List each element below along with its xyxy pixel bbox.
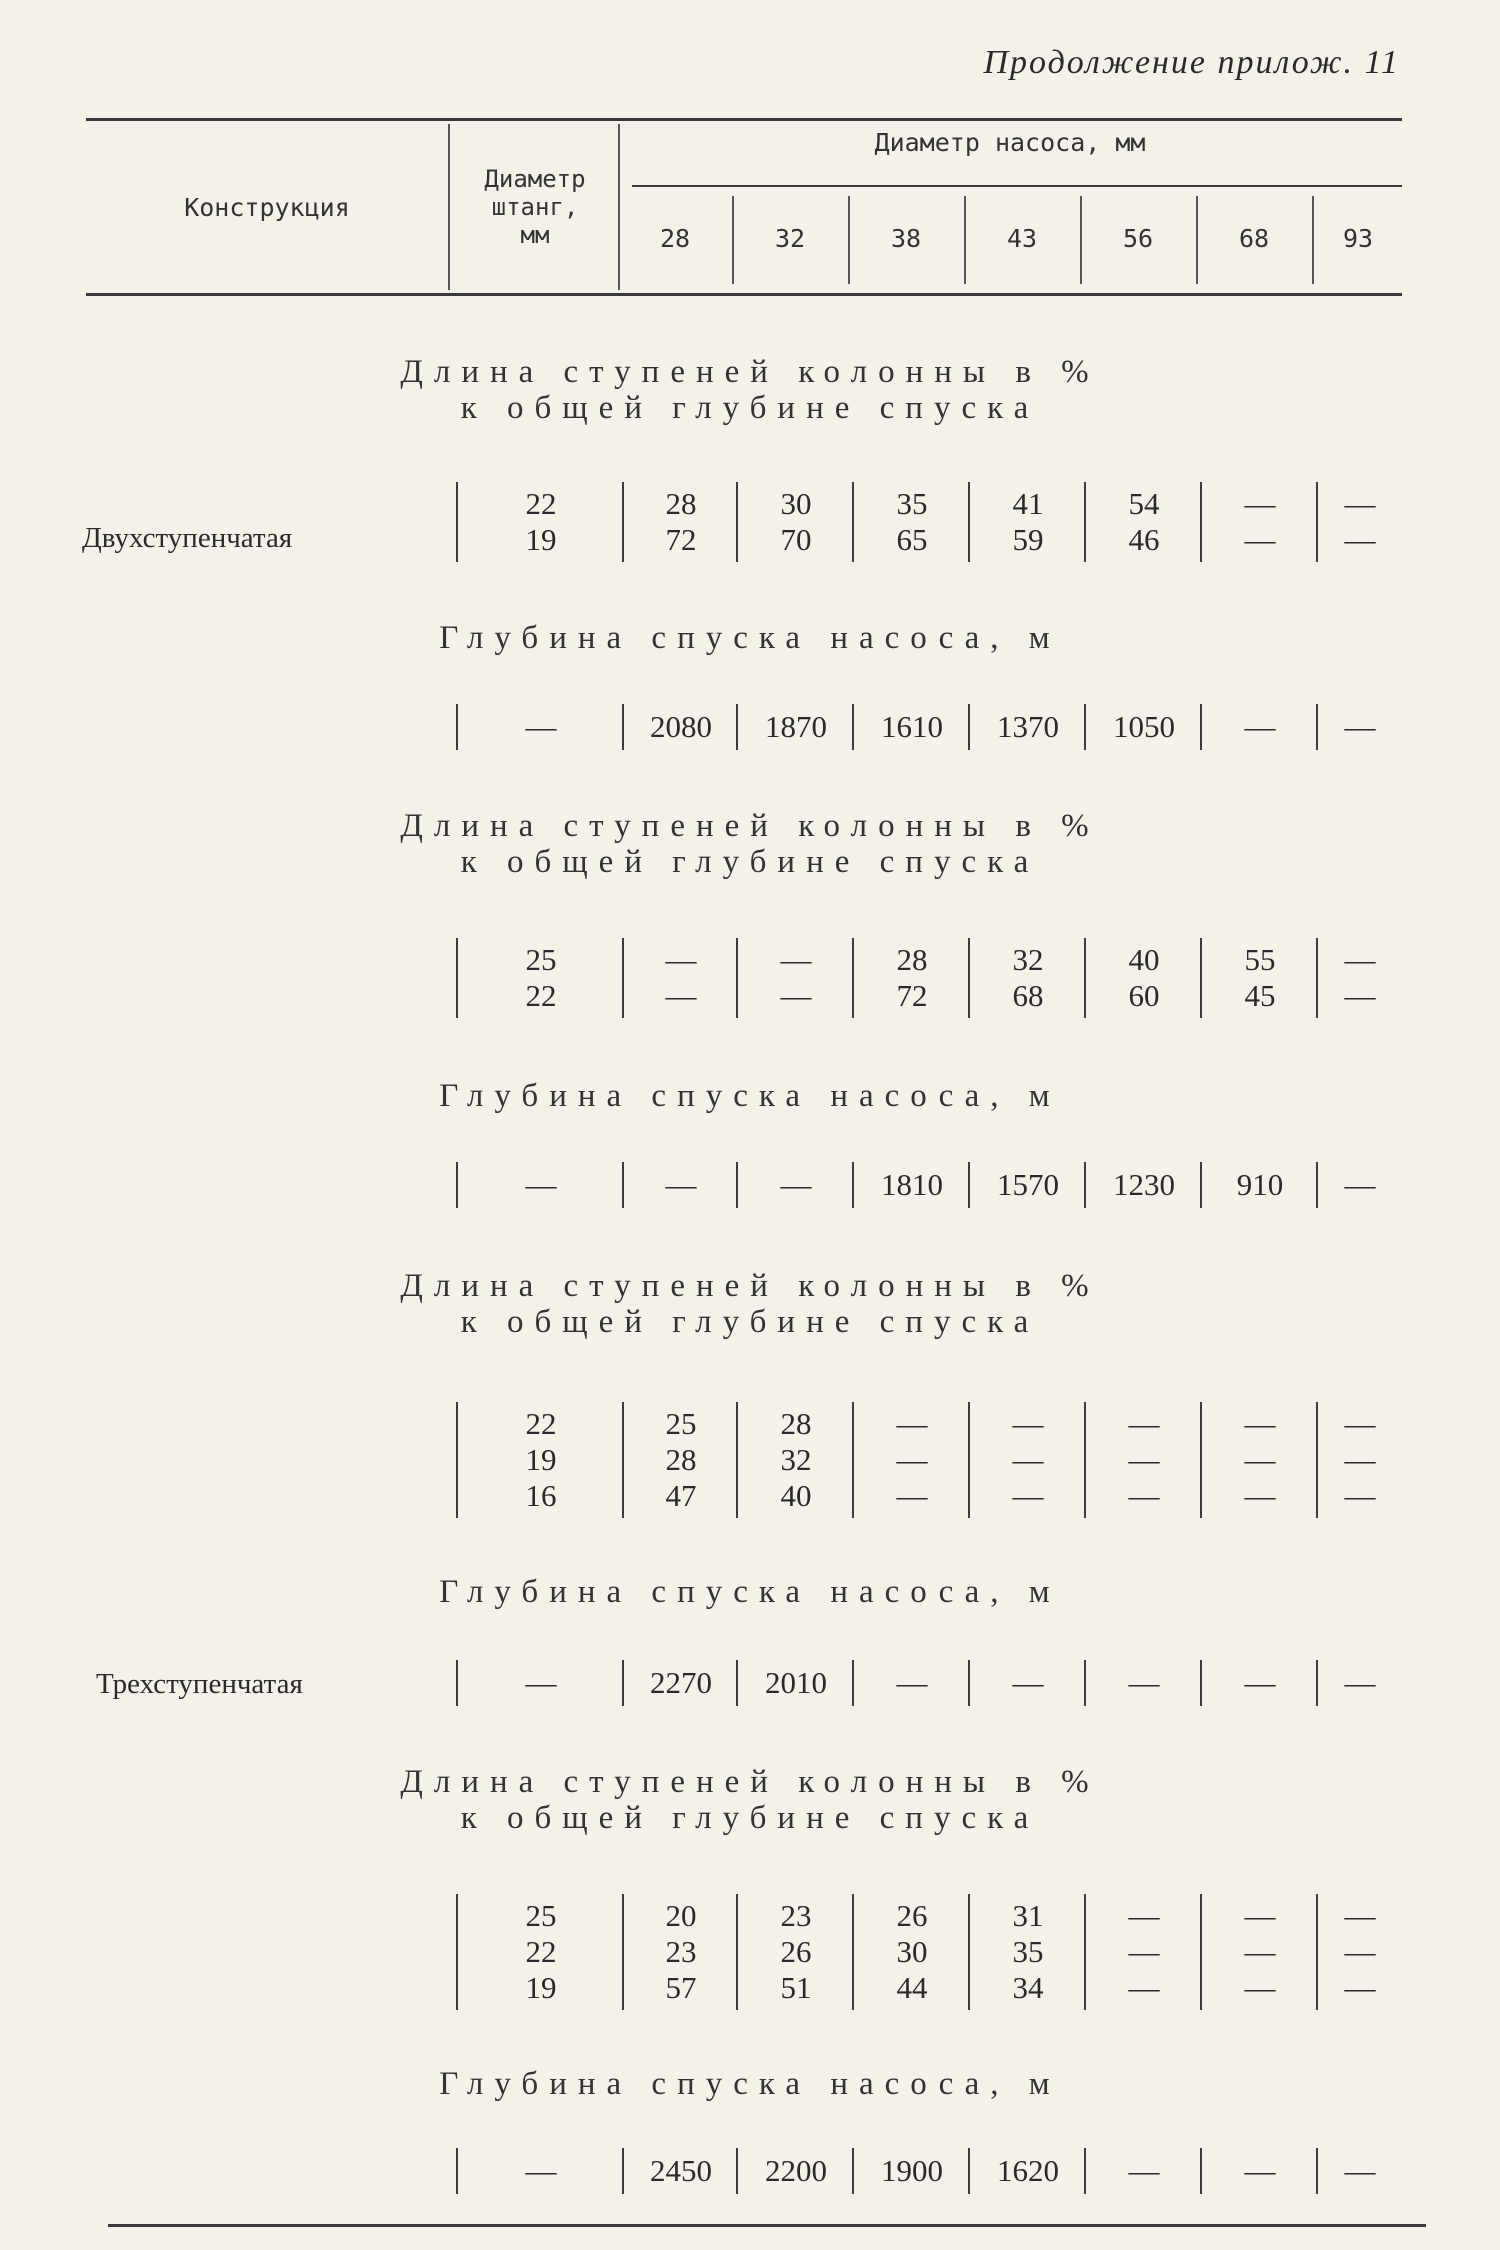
cell-value: — [896, 1406, 928, 1441]
table-cell [622, 704, 738, 750]
cell-value: — [1344, 978, 1376, 1013]
cell-value: — [1128, 1970, 1160, 2005]
cell-value: 35 [896, 486, 928, 521]
cell-value: 72 [896, 978, 928, 1013]
header-inner-rule [632, 185, 1402, 187]
cell-value: 19 [525, 1442, 557, 1477]
cell-value: — [1244, 486, 1276, 521]
table-cell [736, 1894, 854, 2010]
data-row-length-4 [0, 1894, 1500, 2010]
cell-value: — [896, 1442, 928, 1477]
caption-stage-length [0, 1764, 1500, 1836]
header-divider [448, 124, 450, 290]
table-cell [1084, 1162, 1202, 1208]
table-cell [1316, 1894, 1402, 2010]
cell-value: 910 [1236, 1167, 1284, 1202]
table-cell [736, 938, 854, 1018]
cell-value: 25 [665, 1406, 697, 1441]
cell-value: — [525, 1167, 557, 1202]
header-pump-diameter-68: 68 [1238, 223, 1270, 253]
cell-value: 72 [665, 522, 697, 557]
table-cell [456, 2148, 624, 2194]
cell-value: — [1344, 1167, 1376, 1202]
table-cell [1316, 938, 1402, 1018]
header-pump-diameter-38: 38 [890, 223, 922, 253]
cell-value: — [1012, 1665, 1044, 1700]
header-divider [1080, 196, 1082, 284]
cell-value: — [665, 942, 697, 977]
cell-value: — [665, 1167, 697, 1202]
cell-value: 40 [1128, 942, 1160, 977]
cell-value: 65 [896, 522, 928, 557]
table-cell [1084, 1894, 1202, 2010]
table-cell [1200, 938, 1318, 1018]
cell-value: — [1244, 709, 1276, 744]
cell-value: 1370 [997, 709, 1059, 744]
table-cell [852, 2148, 970, 2194]
table-cell [456, 1660, 624, 1706]
header-divider [1312, 196, 1314, 284]
cell-value: — [1344, 1665, 1376, 1700]
cell-value: — [1344, 1970, 1376, 2005]
cell-value: 28 [665, 486, 697, 521]
cell-value: 22 [525, 1934, 557, 1969]
table-cell [622, 1162, 738, 1208]
cell-value: — [1344, 1478, 1376, 1513]
cell-value: — [1244, 1478, 1276, 1513]
table-cell [1316, 1402, 1402, 1518]
cell-value: 1230 [1113, 1167, 1175, 1202]
cell-value: 1810 [881, 1167, 943, 1202]
cell-value: — [1128, 1898, 1160, 1933]
cell-value: 31 [1012, 1898, 1044, 1933]
header-rod-diameter: Диаметр штанг, мм [484, 165, 586, 249]
table-cell [1200, 482, 1318, 562]
cell-value: 1050 [1113, 709, 1175, 744]
table-cell [852, 1894, 970, 2010]
cell-value: 68 [1012, 978, 1044, 1013]
caption-pump-depth: Глубина спуска насоса, м [439, 2066, 1061, 2102]
table-cell [622, 482, 738, 562]
table-cell [1200, 1162, 1318, 1208]
cell-value: 41 [1012, 486, 1044, 521]
table-cell [622, 938, 738, 1018]
cell-value: — [1244, 2153, 1276, 2188]
header-pump-diameter-43: 43 [1006, 223, 1038, 253]
header-pump-diameter-56: 56 [1122, 223, 1154, 253]
caption-pump-depth: Глубина спуска насоса, м [439, 620, 1061, 656]
cell-value: 1870 [765, 709, 827, 744]
cell-value: 60 [1128, 978, 1160, 1013]
cell-value: — [1012, 1478, 1044, 1513]
cell-value: — [1244, 1934, 1276, 1969]
cell-value: — [1244, 1898, 1276, 1933]
header-pump-diameter: Диаметр насоса, мм [874, 128, 1146, 157]
cell-value: 28 [665, 1442, 697, 1477]
cell-value: 70 [780, 522, 812, 557]
table-cell [736, 482, 854, 562]
table-cell [968, 704, 1086, 750]
cell-value: 32 [780, 1442, 812, 1477]
cell-value: 23 [780, 1898, 812, 1933]
cell-value: — [1128, 1478, 1160, 1513]
header-divider [848, 196, 850, 284]
cell-value: 59 [1012, 522, 1044, 557]
table-cell [968, 1402, 1086, 1518]
caption-line: Длина ступеней колонны в % [400, 1764, 1100, 1800]
cell-value: 44 [896, 1970, 928, 2005]
data-row-depth-4 [0, 2148, 1500, 2194]
cell-value: 25 [525, 942, 557, 977]
cell-value: 1610 [881, 709, 943, 744]
cell-value: — [1344, 1442, 1376, 1477]
table-cell [968, 2148, 1086, 2194]
cell-value: — [1344, 486, 1376, 521]
cell-value: — [1244, 1406, 1276, 1441]
cell-value: 26 [896, 1898, 928, 1933]
table-cell [852, 938, 970, 1018]
label-three-stage: Трехступенчатая [96, 1668, 303, 1700]
header-divider [732, 196, 734, 284]
cell-value: — [1344, 522, 1376, 557]
table-cell [1200, 2148, 1318, 2194]
table-cell [852, 1402, 970, 1518]
caption-line: Длина ступеней колонны в % [400, 808, 1100, 844]
cell-value: — [1128, 1934, 1160, 1969]
cell-value: 28 [780, 1406, 812, 1441]
cell-value: 16 [525, 1478, 557, 1513]
cell-value: — [1344, 942, 1376, 977]
table-cell [622, 1894, 738, 2010]
cell-value: 1620 [997, 2153, 1059, 2188]
cell-value: — [1344, 1406, 1376, 1441]
cell-value: — [780, 942, 812, 977]
cell-value: 46 [1128, 522, 1160, 557]
caption-stage-length [0, 1268, 1500, 1340]
table-cell [1084, 1402, 1202, 1518]
cell-value: 23 [665, 1934, 697, 1969]
table-cell [1316, 2148, 1402, 2194]
cell-value: 1570 [997, 1167, 1059, 1202]
cell-value: — [665, 978, 697, 1013]
data-row-length-1 [0, 482, 1500, 562]
cell-value: 22 [525, 1406, 557, 1441]
cell-value: 45 [1244, 978, 1276, 1013]
cell-value: — [1344, 709, 1376, 744]
table-cell [852, 1162, 970, 1208]
table-cell [1316, 1162, 1402, 1208]
cell-value: 2450 [650, 2153, 712, 2188]
cell-value: — [1128, 1406, 1160, 1441]
cell-value: — [1128, 2153, 1160, 2188]
cell-value: 22 [525, 978, 557, 1013]
cell-value: 2080 [650, 709, 712, 744]
table-cell [622, 1402, 738, 1518]
cell-value: 47 [665, 1478, 697, 1513]
table-cell [968, 1660, 1086, 1706]
cell-value: 30 [896, 1934, 928, 1969]
table-cell [456, 938, 624, 1018]
caption-line: Длина ступеней колонны в % [400, 1268, 1100, 1304]
cell-value: — [780, 1167, 812, 1202]
header-pump-diameter-32: 32 [774, 223, 806, 253]
cell-value: — [1012, 1406, 1044, 1441]
cell-value: — [1244, 522, 1276, 557]
table-cell [852, 1660, 970, 1706]
caption-line: к общей глубине спуска [460, 844, 1040, 880]
cell-value: — [525, 709, 557, 744]
table-cell [1316, 482, 1402, 562]
table-cell [1316, 704, 1402, 750]
caption-pump-depth: Глубина спуска насоса, м [439, 1078, 1061, 1114]
cell-value: 19 [525, 522, 557, 557]
table-cell [1084, 2148, 1202, 2194]
cell-value: 57 [665, 1970, 697, 2005]
caption-line: к общей глубине спуска [460, 1800, 1040, 1836]
table-cell [1084, 938, 1202, 1018]
label-two-stage: Двухступенчатая [82, 522, 293, 554]
cell-value: — [896, 1665, 928, 1700]
cell-value: 26 [780, 1934, 812, 1969]
cell-value: — [1344, 1934, 1376, 1969]
table-cell [968, 1894, 1086, 2010]
data-row-depth-1 [0, 704, 1500, 750]
cell-value: — [896, 1478, 928, 1513]
header-construction: Конструкция [184, 192, 350, 222]
caption-line: Длина ступеней колонны в % [400, 354, 1100, 390]
cell-value: 19 [525, 1970, 557, 2005]
cell-value: — [1012, 1442, 1044, 1477]
cell-value: 34 [1012, 1970, 1044, 2005]
caption-stage-length [0, 354, 1500, 426]
data-row-length-2 [0, 938, 1500, 1018]
cell-value: 2200 [765, 2153, 827, 2188]
cell-value: 32 [1012, 942, 1044, 977]
table-cell [456, 482, 624, 562]
table-cell [968, 938, 1086, 1018]
table-cell [456, 1894, 624, 2010]
caption-line: к общей глубине спуска [460, 390, 1040, 426]
table-cell [1084, 1660, 1202, 1706]
table-cell [1200, 704, 1318, 750]
data-row-length-3 [0, 1402, 1500, 1518]
cell-value: — [1344, 1898, 1376, 1933]
cell-value: — [1244, 1442, 1276, 1477]
table-cell [456, 1402, 624, 1518]
header-divider [964, 196, 966, 284]
table-cell [1316, 1660, 1402, 1706]
table-cell [622, 1660, 738, 1706]
cell-value: 51 [780, 1970, 812, 2005]
table-cell [736, 1402, 854, 1518]
cell-value: 2010 [765, 1665, 827, 1700]
table-cell [736, 1162, 854, 1208]
cell-value: — [1244, 1970, 1276, 2005]
data-row-depth-2 [0, 1162, 1500, 1208]
running-head: Продолжение прилож. 11 [983, 44, 1400, 81]
table-cell [1200, 1402, 1318, 1518]
cell-value: — [1244, 1665, 1276, 1700]
cell-value: 22 [525, 486, 557, 521]
cell-value: 55 [1244, 942, 1276, 977]
header-divider [1196, 196, 1198, 284]
cell-value: — [780, 978, 812, 1013]
table-cell [1200, 1660, 1318, 1706]
cell-value: — [525, 2153, 557, 2188]
cell-value: 2270 [650, 1665, 712, 1700]
table-cell [456, 704, 624, 750]
table-cell [1084, 482, 1202, 562]
cell-value: — [1128, 1665, 1160, 1700]
caption-pump-depth: Глубина спуска насоса, м [439, 1574, 1061, 1610]
table-cell [736, 1660, 854, 1706]
cell-value: — [1128, 1442, 1160, 1477]
cell-value: — [1344, 2153, 1376, 2188]
caption-line: к общей глубине спуска [460, 1304, 1040, 1340]
table-cell [852, 704, 970, 750]
table-cell [852, 482, 970, 562]
table-cell [1200, 1894, 1318, 2010]
header-pump-diameter-28: 28 [659, 223, 691, 253]
table-cell [1084, 704, 1202, 750]
table-bottom-rule [108, 2224, 1426, 2227]
cell-value: 25 [525, 1898, 557, 1933]
table-cell [456, 1162, 624, 1208]
cell-value: 30 [780, 486, 812, 521]
table-cell [968, 1162, 1086, 1208]
cell-value: 54 [1128, 486, 1160, 521]
cell-value: 40 [780, 1478, 812, 1513]
cell-value: — [525, 1665, 557, 1700]
cell-value: 28 [896, 942, 928, 977]
data-row-depth-3 [0, 1660, 1500, 1706]
table-cell [622, 2148, 738, 2194]
table-cell [736, 2148, 854, 2194]
cell-value: 1900 [881, 2153, 943, 2188]
cell-value: 35 [1012, 1934, 1044, 1969]
cell-value: 20 [665, 1898, 697, 1933]
table-cell [736, 704, 854, 750]
table-cell [968, 482, 1086, 562]
header-pump-diameter-93: 93 [1342, 223, 1374, 253]
caption-stage-length [0, 808, 1500, 880]
